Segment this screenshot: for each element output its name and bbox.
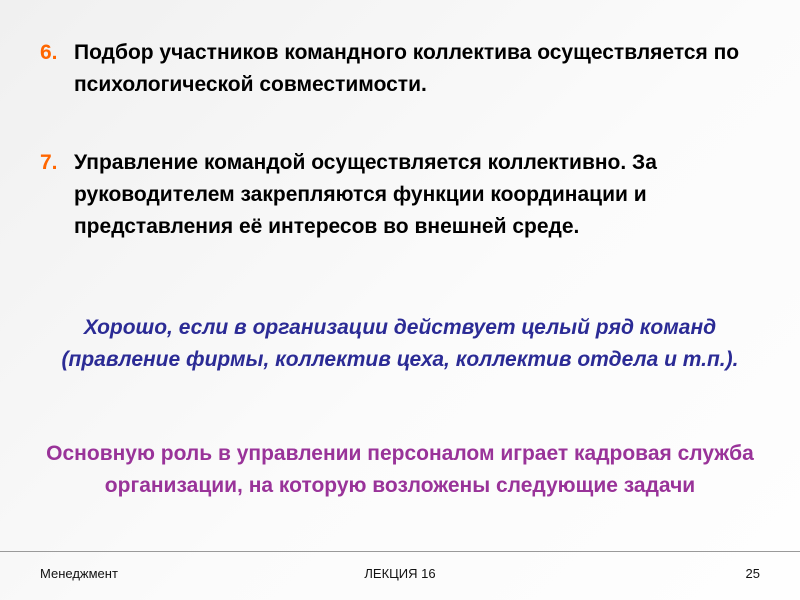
list-item-6 [40, 37, 760, 101]
list-number-6: 6. [40, 41, 58, 64]
list-text-7: Управление командой осуществляется коллективно. За руководителем закрепляются функции координации и представления её интересов во внешней среде. [74, 151, 657, 238]
highlight-paragraph-purple: Основную роль в управлении персоналом играет кадровая служба организации, на которую возложены следующие задачи [46, 442, 754, 497]
footer-lecture-label: ЛЕКЦИЯ 16 [364, 566, 436, 581]
footer-divider [0, 551, 800, 552]
footer-page-number: 25 [745, 566, 760, 581]
list-text-6: Подбор участников командного коллектива осуществляется по психологической совместимости. [74, 41, 740, 96]
footer-course-title: Менеджмент [40, 566, 118, 581]
list-number-7: 7. [40, 151, 58, 174]
list-item-7 [40, 147, 760, 243]
highlight-paragraph-blue: Хорошо, если в организации действует целый ряд команд (правление фирмы, коллектив цеха, коллектив отдела и т.п.). [61, 316, 739, 371]
